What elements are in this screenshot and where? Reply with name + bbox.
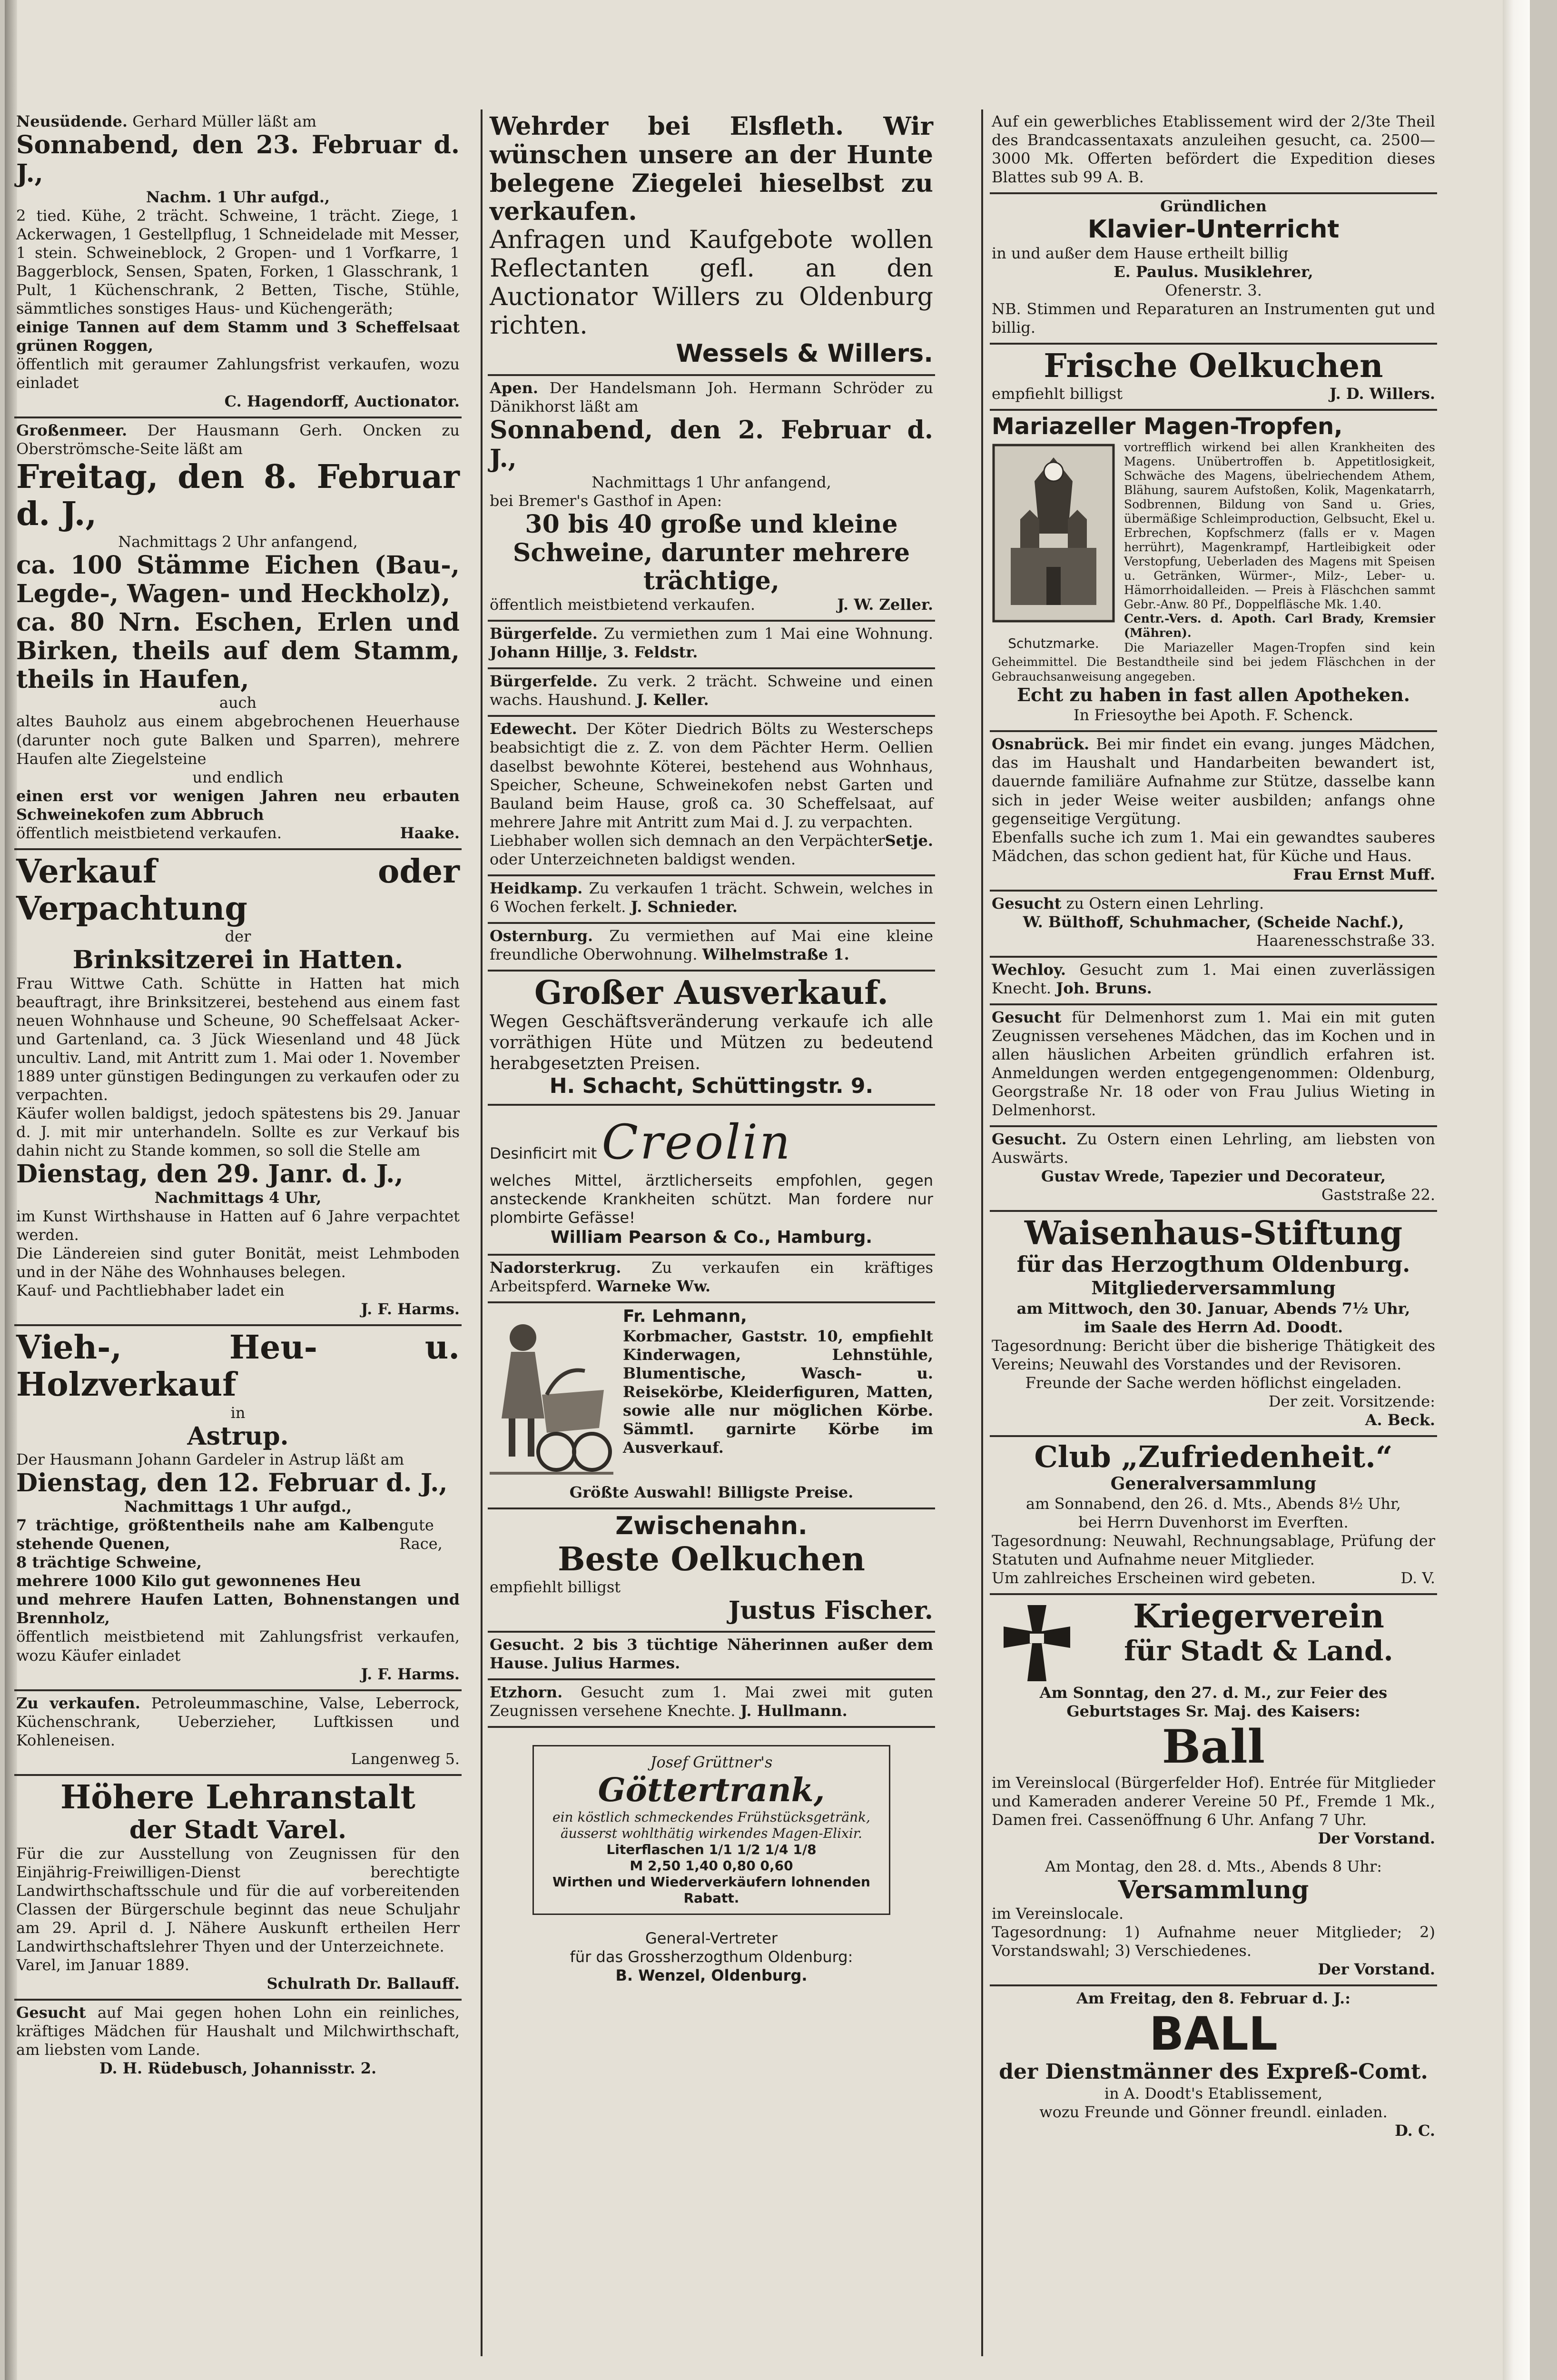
ad-body: 2 tied. Kühe, 2 trächt. Schweine, 1 trächt. Ziege, 1 Ackerwagen, 1 Gestellpflug, 1 Schneidelade mit Messer, 1 stein. Schweineblock, 2 Gropen- und 1 Vorfkarre, 1 Baggerblock, Sensen, Spaten, Forken, 1 Glasschrank, 1 Pult, 1 Küchenschrank, 2 Betten, Tische, Stühle, sämmtliches sonstiges Haus- und Küchengeräth; — [16, 206, 460, 317]
ad-signature: Haake. — [400, 823, 460, 842]
ad-signature: B. Wenzel, Oldenburg. — [615, 1966, 808, 1984]
ad-body: auf Mai gegen hohen Lohn ein reinliches, kräftiges Mädchen für Haushalt und Milchwirthschaft, am liebsten vom Lande. — [16, 2003, 460, 2059]
ad-date: Am Sonntag, den 27. d. M., zur Feier des Geburtstages Sr. Maj. des Kaisers: — [1039, 1684, 1388, 1721]
ad-text: in — [230, 1403, 246, 1422]
ad-item: altes Bauholz aus einem abgebrochenen Heuerhause (darunter noch gute Balken und Sparren), mehrere Haufen alte Ziegelsteine — [16, 712, 460, 768]
ad-title: Fr. Lehmann, — [623, 1307, 747, 1327]
ad-date: Sonnabend, den 23. Februar d. J., — [16, 130, 460, 188]
ad-dienstmaenner-ball — [990, 1986, 1437, 2146]
ad-text: auch — [219, 694, 257, 712]
ad-ruedebusch — [14, 2001, 462, 2083]
column-rule-1 — [481, 109, 483, 2356]
ad-subtitle: Generalversammlung — [1110, 1474, 1317, 1494]
ad-body: Käufer wollen baldigst, jedoch spätestens bis 29. Januar d. J. mit mir unterhandeln. Sollte es zur Verkauf bis dahin nicht zu Stande kommen, so soll die Stelle am — [16, 1104, 460, 1160]
ad-body: Zu vermiethen auf Mai eine kleine freundliche Oberwohnung. — [490, 926, 934, 963]
ad-body: vortrefflich wirkend bei allen Krankheiten des Magens. Unübertroffen b. Appetitlosigkeit, Schwäche des Magens, übelriechendem Athem, Blähung, saurem Aufstoßen, Kolik, Magenkatarrh, Sodbrennen, Bildung von Sand u. Gries, übermäßige Schleimproduction, Gelbsucht, Ekel u. Erbrechen, Kopfschmerz (falls er v. Magen herrührt), Magenkrampf, Hartleibigkeit oder Verstopfung, Ueberladen des Magens mit Speisen u. Getränken, Würmer-, Milz-, Leber- u. Hämorrhoidalleiden. — Preis à Fläschchen sammt Gebr.-Anw. 80 Pf., Doppelfläsche Mk. 1.40. — [1124, 440, 1435, 611]
ad-item: einen erst vor wenigen Jahren neu erbauten Schweinekofen zum Abbruch — [16, 786, 460, 823]
ad-klavier-unterricht — [990, 194, 1437, 345]
ad-signature: Wilhelmstraße 1. — [702, 945, 849, 963]
ad-body: Die Mariazeller Magen-Tropfen sind kein Geheimmittel. Die Bestandtheile sind bei jedem Fläschchen in der Gebrauchsanweisung angegeben. — [992, 640, 1435, 684]
ad-text: Gründlichen — [1160, 197, 1267, 216]
ad-item: ca. 100 Stämme Eichen (Bau-, Legde-, Wagen- und Heckholz), — [16, 551, 460, 609]
ad-lead: Gesucht — [16, 2003, 86, 2022]
madonna-church-icon — [992, 443, 1115, 634]
ad-creolin — [488, 1106, 935, 1256]
trademark-caption: Schutzmarke. — [1008, 635, 1099, 652]
ad-date: am Mittwoch, den 30. Januar, Abends 7½ Uhr, — [1016, 1299, 1410, 1318]
ad-lead: Osnabrück. — [992, 735, 1090, 754]
ad-osnabrueck — [990, 732, 1437, 891]
ad-lehmann-korbmacher — [488, 1303, 935, 1509]
ad-body: empfiehlt billigst — [992, 385, 1123, 403]
ad-date: Freitag, den 8. Februar d. J., — [16, 458, 460, 534]
ad-signature: Gustav Wrede, Tapezier und Decorateur, — [1041, 1167, 1386, 1186]
ad-zu-verkaufen — [14, 1691, 462, 1776]
ad-lead: Heidkamp. — [490, 879, 583, 897]
ad-text: öffentlich meistbietend verkaufen. — [490, 595, 756, 614]
ad-buergerfelde-2 — [488, 669, 935, 717]
ad-body: bei Elsfleth. Wir wünschen unsere an der Hunte belegene Ziegelei hieselbst zu verkaufen. — [490, 112, 933, 227]
ad-text: für das Grossherzogthum Oldenburg: — [570, 1947, 853, 1966]
ad-body: welches Mittel, ärztlicherseits empfohlen, gegen ansteckende Krankheiten schützt. Man fordere nur plombirte Gefässe! — [490, 1171, 933, 1227]
ad-place: im Vereinslocale. — [992, 1904, 1124, 1923]
ad-wechloy — [990, 958, 1437, 1005]
ad-lead: Gesucht. — [490, 1636, 565, 1654]
ad-signature: J. Hullmann. — [740, 1702, 847, 1720]
ad-body: Anfragen und Kaufgebote wollen Reflectanten gefl. an den Auctionator Willers zu Oldenburg richten. — [490, 226, 933, 340]
ad-signature: E. Paulus. Musiklehrer, — [1114, 262, 1313, 281]
ad-title: Club „Zufriedenheit.“ — [1034, 1439, 1393, 1474]
ad-title: Beste Oelkuchen — [558, 1540, 865, 1579]
ad-body: Petroleummaschine, Valse, Leberrock, Küchenschrank, Ueberzieher, Luftkissen und Kohleneisen. — [16, 1694, 460, 1749]
ad-time: Nachmittags 1 Uhr aufgd., — [124, 1497, 352, 1516]
ad-signature: Wessels & Willers. — [676, 339, 933, 368]
ad-signature: William Pearson & Co., Hamburg. — [550, 1228, 873, 1248]
ad-signature: J. Keller. — [636, 691, 709, 709]
ad-nadorsterkrug — [488, 1256, 935, 1303]
iron-cross-icon — [1001, 1603, 1073, 1684]
ad-body: zu Ostern einen Lehrling. — [1066, 894, 1264, 912]
ad-date: Am Freitag, den 8. Februar d. J.: — [1076, 1989, 1351, 2007]
ad-time: Nachmittags 2 Uhr anfangend, — [118, 533, 358, 551]
ad-title: Klavier-Unterricht — [1087, 215, 1340, 244]
ad-title: Höhere Lehranstalt — [60, 1778, 415, 1816]
ad-lead: Großenmeer. — [16, 421, 128, 439]
ad-body: Zu verkaufen 1 trächt. Schwein, welches in 6 Wochen ferkelt. — [490, 879, 934, 916]
ad-body: wozu Freunde und Gönner freundl. einladen. — [1039, 2102, 1388, 2121]
ad-grossenmeer — [14, 418, 462, 850]
ad-body: Liebhaber wollen sich demnach an den Verpächter oder Unterzeichneten baldigst wenden. — [490, 831, 885, 868]
ad-body: Gesucht zum 1. Mai einen zuverlässigen Knecht. — [992, 960, 1436, 997]
ad-lead: Zu verkaufen. — [16, 1694, 140, 1712]
ad-maker: Josef Grüttner's — [650, 1753, 773, 1772]
ad-signature: A. Beck. — [1365, 1410, 1435, 1429]
ad-signature: C. Hagendorff, Auctionator. — [224, 392, 460, 410]
ad-body: Tagesordnung: 1) Aufnahme neuer Mitglieder; 2) Vorstandswahl; 3) Verschiedenes. — [992, 1923, 1435, 1960]
ad-lead: Bürgerfelde. — [490, 672, 598, 691]
ad-edewecht — [488, 717, 935, 876]
ad-label: Literflaschen — [606, 1841, 704, 1857]
ad-gesucht-delmenhorst — [990, 1005, 1437, 1127]
ad-title: Großer Ausverkauf. — [534, 973, 888, 1012]
ad-time: Nachmittags 1 Uhr anfangend, — [591, 473, 831, 491]
ad-lead: Gesucht. — [992, 1130, 1067, 1148]
ad-body: Ebenfalls suche ich zum 1. Mai ein gewandtes sauberes Mädchen, das schon gedient hat, für Küche und Haus. — [992, 828, 1435, 865]
column-1 — [14, 109, 462, 2380]
ad-body: im Vereinslocal (Bürgerfelder Hof). Entrée für Mitglieder und Kameraden anderer Vereine 50 Pf., Fremde 1 Mk., Damen frei. Cassenöffnung 6 Uhr. Anfang 7 Uhr. — [992, 1773, 1435, 1829]
ad-text: gute Race, — [399, 1516, 443, 1553]
ad-signature: H. Schacht, Schüttingstr. 9. — [549, 1073, 874, 1098]
ad-zwischenahn — [488, 1509, 935, 1633]
ad-item: mehrere 1000 Kilo gut gewonnenes Heu — [16, 1572, 361, 1590]
ad-subtitle: der Dienstmänner des Expreß-Comt. — [999, 2060, 1428, 2084]
ad-place: in A. Doodt's Etablissement, — [1104, 2084, 1323, 2102]
ad-body: Die Ländereien sind guter Bonität, meist Lehmboden und in der Nähe des Wohnhauses belegen. — [16, 1244, 460, 1281]
ad-lead: Wehrder — [490, 112, 609, 141]
ad-body: öffentlich meistbietend mit Zahlungsfrist verkaufen, wozu Käufer einladet — [16, 1627, 460, 1665]
ad-signature: W. Bülthoff, Schuhmacher, (Scheide Nachf.), — [1023, 912, 1404, 931]
goettertrank-logo: Göttertrank, — [598, 1771, 825, 1810]
ad-neusuedende — [14, 109, 462, 418]
page-edge — [1503, 0, 1530, 2380]
ad-body: Zu vermiethen zum 1 Mai eine Wohnung. — [604, 625, 934, 643]
ad-title: der Stadt Varel. — [129, 1815, 347, 1844]
creolin-logo: Creolin — [601, 1114, 792, 1170]
ad-signature: Julius Harmes. — [553, 1654, 680, 1673]
ad-signature: Langenweg 5. — [351, 1749, 460, 1768]
ad-buergerfelde-1 — [488, 622, 935, 669]
ad-signature: Joh. Bruns. — [1056, 979, 1152, 997]
ad-body: Gesucht zum 1. Mai zwei mit guten Zeugnissen versehene Knechte. — [490, 1683, 934, 1720]
ad-text: Wirthen und Wiederverkäufern lohnenden Rabatt. — [552, 1874, 870, 1906]
ad-signature: Der zeit. Vorsitzende: — [1268, 1392, 1435, 1410]
ad-body: einige Tannen auf dem Stamm und 3 Scheffelsaat grünen Roggen, — [16, 317, 460, 355]
ad-lead: Apen. — [490, 379, 538, 397]
ad-text: Gerhard Müller läßt am — [132, 112, 317, 130]
ad-prices: M 2,50 1,40 0,80 0,60 — [630, 1858, 793, 1874]
ad-lead: Wechloy. — [992, 960, 1066, 979]
child-with-pram-illustration — [490, 1309, 613, 1480]
ad-signature: D. V. — [1400, 1569, 1435, 1587]
ad-text: äusserst wohlthätig wirkendes Magen-Elixir. — [560, 1825, 863, 1841]
ad-title: Waisenhaus-Stiftung — [1024, 1214, 1403, 1253]
ad-body: Kauf- und Pachtliebhaber ladet ein — [16, 1281, 285, 1300]
ad-address: Haarenesschstraße 33. — [1256, 931, 1435, 950]
ad-brinksitzerei-hatten — [14, 850, 462, 1327]
ad-lead: Nadorsterkrug. — [490, 1259, 621, 1277]
ad-buelthoff — [990, 892, 1437, 958]
ad-body: 2 bis 3 tüchtige Näherinnen außer dem Hause. — [490, 1636, 934, 1673]
ad-signature: J. D. Willers. — [1329, 385, 1435, 403]
ad-signature: J. F. Harms. — [361, 1665, 460, 1683]
ad-sizes: 1/1 1/2 1/4 1/8 — [709, 1841, 817, 1857]
ad-kriegerverein — [990, 1595, 1437, 1986]
ad-signature: Der Vorstand. — [1318, 1960, 1435, 1978]
ad-body: öffentlich mit geraumer Zahlungsfrist verkaufen, wozu einladet — [16, 355, 460, 392]
ad-astrup — [14, 1326, 462, 1691]
ad-etzhorn — [488, 1680, 935, 1728]
ad-ball-heading: BALL — [1149, 2007, 1278, 2061]
ad-signature: Frau Ernst Muff. — [1293, 865, 1435, 883]
ad-body: in und außer dem Hause ertheilt billig — [992, 244, 1289, 262]
ad-item: und mehrere Haufen Latten, Bohnenstangen und Brennholz, — [16, 1590, 460, 1627]
ad-body: Um zahlreiches Erscheinen wird gebeten. — [992, 1569, 1316, 1587]
ad-body: für Delmenhorst zum 1. Mai ein mit guten Zeugnissen versehenes Mädchen, das im Kochen und in allen häuslichen Arbeiten gründlich erfahren ist. Anmeldungen werden entgegengenommen: Oldenburg, Georgstraße Nr. 18 oder von Frau Julius Wieting in Delmenhorst. — [992, 1008, 1436, 1119]
ad-waisenhaus-stiftung — [990, 1212, 1437, 1437]
ad-body: Frau Wittwe Cath. Schütte in Hatten hat mich beauftragt, ihre Brinksitzerei, bestehend aus einem fast neuen Wohnhause und Scheune, 90 Scheffelsaat Acker- und Gartenland, ca. 3 Jück Wiesenland und 48 Jück uncultiv. Land, mit Antritt zum 1. Mai oder 1. November 1889 unter günstigen Bedingungen zu verkaufen oder zu verpachten. — [16, 974, 460, 1104]
ad-lead: Osternburg. — [490, 926, 593, 945]
ad-signature: Johann Hillje, 3. Feldstr. — [490, 643, 698, 662]
ad-footer: Größte Auswahl! Billigste Preise. — [569, 1483, 854, 1502]
ad-body: Wegen Geschäftsveränderung verkaufe ich alle vorräthigen Hüte und Mützen zu bedeutend herabgesetzten Preisen. — [490, 1012, 933, 1073]
ad-signature: J. Schnieder. — [631, 897, 738, 916]
ad-title: Mariazeller Magen-Tropfen, — [992, 413, 1343, 440]
ad-text: General-Vertreter — [645, 1929, 778, 1947]
ad-ball-heading: Ball — [1162, 1720, 1265, 1774]
ad-place: bei Herrn Duvenhorst im Everften. — [1078, 1513, 1349, 1532]
ad-title: Kriegerverein — [1133, 1597, 1384, 1636]
ad-signature: Schulrath Dr. Ballauff. — [266, 1974, 460, 1993]
ad-signature: J. F. Harms. — [361, 1300, 460, 1319]
ad-grosser-ausverkauf — [488, 972, 935, 1106]
ad-body: Bei mir findet ein evang. junges Mädchen, das im Haushalt und Handarbeiten bewandert ist, dauernde familiäre Aufnahme zur Stütze, dasselbe kann sich in jeder Weise weiter ausbilden; anfangs ohne gegenseitige Vergütung. — [992, 735, 1435, 828]
ad-item: 8 trächtige Schweine, — [16, 1553, 202, 1572]
ad-signature: D. C. — [1395, 2121, 1435, 2140]
ad-text: und endlich — [192, 768, 284, 786]
ad-goettertrank — [488, 1728, 935, 1990]
ad-text: ein köstlich schmeckendes Frühstücksgetränk, — [552, 1809, 870, 1825]
ad-time: Nachmittags 4 Uhr, — [154, 1189, 322, 1207]
column-rule-2 — [981, 109, 983, 2356]
ad-signature: Warneke Ww. — [596, 1277, 711, 1296]
ad-address: Ofenerstr. 3. — [1165, 281, 1262, 300]
ad-item: 7 trächtige, größtentheils nahe am Kalben stehende Quenen, — [16, 1516, 399, 1553]
ad-subtitle: Versammlung — [1118, 1875, 1309, 1904]
ad-text: Varel, im Januar 1889. — [16, 1955, 190, 1974]
ad-signature: Der Vorstand. — [1318, 1829, 1435, 1847]
ad-title: Frische Oelkuchen — [1044, 347, 1383, 386]
ad-body: Auf ein gewerbliches Etablissement wird der 2/3te Theil des Brandcassentaxats anzuleihen gesucht, ca. 2500—3000 Mk. Offerten befördert die Expedition dieses Blattes sub 99 A. B. — [992, 112, 1435, 187]
ad-body: Zu Ostern einen Lehrling, am liebsten von Auswärts. — [992, 1130, 1436, 1167]
ad-address: Gaststraße 22. — [1321, 1186, 1435, 1204]
ad-body: Zu verk. 2 trächt. Schweine und einen wachs. Haushund. — [490, 672, 933, 709]
ad-body: Tagesordnung: Neuwahl, Rechnungsablage, Prüfung der Statuten und Aufnahme neuer Mitglieder. — [992, 1532, 1435, 1569]
ad-mariazeller — [990, 411, 1437, 732]
ad-signature: J. W. Zeller. — [837, 595, 933, 614]
ad-title: Astrup. — [187, 1421, 289, 1451]
ad-lead: Etzhorn. — [490, 1683, 563, 1702]
ad-text: In Friesoythe bei Apoth. F. Schenck. — [1074, 706, 1353, 724]
ad-date: Sonnabend, den 2. Februar d. J., — [490, 416, 933, 474]
ad-signature: D. H. Rüdebusch, Johannisstr. 2. — [99, 2059, 377, 2078]
ad-anleihe — [990, 109, 1437, 194]
ad-frische-oelkuchen — [990, 345, 1437, 411]
ad-body: empfiehlt billigst — [490, 1578, 621, 1597]
ad-time: Nachm. 1 Uhr aufgd., — [146, 188, 330, 206]
ad-title: für Stadt & Land. — [1124, 1635, 1393, 1667]
ad-text: bei Bremer's Gasthof in Apen: — [490, 491, 722, 510]
mariazeller-trademark — [992, 443, 1115, 652]
ad-body: Korbmacher, Gaststr. 10, empfiehlt Kinderwagen, Lehnstühle, Blumentische, Wasch- u. Reisekörbe, Kleiderfiguren, Matten, sowie alle nur möglichen Körbe. Sämmtl. garnirte Körbe im Ausverkauf. — [623, 1327, 933, 1457]
ad-text: Der Hausmann Gerh. Oncken zu Oberströmsche-Seite läßt am — [16, 421, 460, 458]
ad-lead: Desinficirt mit — [490, 1144, 597, 1163]
ad-body: Zu verkaufen ein kräftiges Arbeitspferd. — [490, 1259, 934, 1296]
ad-body: Freunde der Sache werden höflichst eingeladen. — [1025, 1373, 1402, 1392]
ad-body: Der Handelsmann Joh. Hermann Schröder zu Dänikhorst läßt am — [490, 379, 933, 416]
ad-body: NB. Stimmen und Reparaturen an Instrumenten gut und billig. — [992, 300, 1435, 337]
ad-body: Für die zur Ausstellung von Zeugnissen für den Einjährig-Freiwilligen-Dienst berechtigte Landwirthschaftsschule und für die auf vorbereitenden Classen der Bürgerschule beginnt das neue Schuljahr am 29. April d. J. Nähere Auskunft ertheilen Herr Landwirthschaftslehrer Thyen und der Unterzeichnete. — [16, 1844, 460, 1955]
ad-date: am Sonnabend, den 26. d. Mts., Abends 8½ Uhr, — [1026, 1494, 1401, 1513]
ad-title: Vieh-, Heu- u. Holzverkauf — [16, 1329, 460, 1404]
ad-text: öffentlich meistbietend verkaufen. — [16, 823, 282, 842]
ad-item: 30 bis 40 große und kleine Schweine, darunter mehrere trächtige, — [512, 509, 910, 596]
ad-title: Zwischenahn. — [615, 1512, 808, 1541]
ad-body: Der Hausmann Johann Gardeler in Astrup läßt am — [16, 1450, 404, 1469]
ad-lehranstalt-varel — [14, 1776, 462, 2001]
ad-heidkamp — [488, 876, 935, 924]
ad-item: ca. 80 Nrn. Eschen, Erlen und Birken, theils auf dem Stamm, theils in Haufen, — [16, 608, 460, 694]
ad-apen — [488, 376, 935, 622]
ad-osternburg — [488, 924, 935, 972]
ad-body: im Kunst Wirthshause in Hatten auf 6 Jahre verpachtet werden. — [16, 1207, 460, 1244]
ad-lead: Gesucht — [992, 1008, 1062, 1026]
column-2 — [488, 109, 935, 2380]
ad-body: Der Köter Diedrich Bölts zu Westerscheps beabsichtigt die z. Z. von dem Pächter Herm. Oellien daselbst bewohnte Köterei, bestehend aus Wohnhaus, Speicher, Scheune, Schweinekofen nebst Garten und Bauland beim Hause, groß ca. 30 Scheffelsaat, auf mehrere Jahre mit Antritt zum Mai d. J. zu verpachten. — [490, 720, 934, 831]
ad-club-zufriedenheit — [990, 1437, 1437, 1595]
ad-place: im Saale des Herrn Ad. Doodt. — [1084, 1318, 1343, 1336]
ad-subtitle: Mitgliederversammlung — [1091, 1277, 1336, 1299]
ad-lead: Edewecht. — [490, 720, 577, 738]
ad-lead: Gesucht — [992, 894, 1062, 912]
ad-lead: Neusüdende. — [16, 112, 128, 130]
ad-signature: Setje. — [885, 831, 933, 850]
ad-lead: Bürgerfelde. — [490, 625, 598, 643]
ad-body: Tagesordnung: Bericht über die bisherige Thätigkeit des Vereins; Neuwahl des Vorstandes und der Revisoren. — [992, 1336, 1435, 1373]
ad-date: Dienstag, den 12. Februar d. J., — [16, 1468, 448, 1498]
column-3 — [990, 109, 1437, 2380]
ad-text: der — [225, 927, 251, 946]
ad-signature: Justus Fischer. — [728, 1596, 933, 1626]
ad-wrede — [990, 1127, 1437, 1212]
ad-date: Dienstag, den 29. Janr. d. J., — [16, 1160, 404, 1189]
ad-title: Brinksitzerei in Hatten. — [72, 945, 404, 975]
ad-gesucht-naeherinnen — [488, 1633, 935, 1680]
ad-title: für das Herzogthum Oldenburg. — [1016, 1251, 1410, 1278]
ad-date: Am Montag, den 28. d. Mts., Abends 8 Uhr: — [1045, 1857, 1382, 1875]
ad-title: Verkauf oder Verpachtung — [16, 852, 460, 928]
goettertrank-frame — [532, 1745, 890, 1914]
ad-footer: Echt zu haben in fast allen Apotheken. — [1017, 684, 1410, 706]
ad-wehrder — [488, 109, 935, 376]
ad-maker: Centr.-Vers. d. Apoth. Carl Brady, Kremsier (Mähren). — [1124, 611, 1435, 640]
